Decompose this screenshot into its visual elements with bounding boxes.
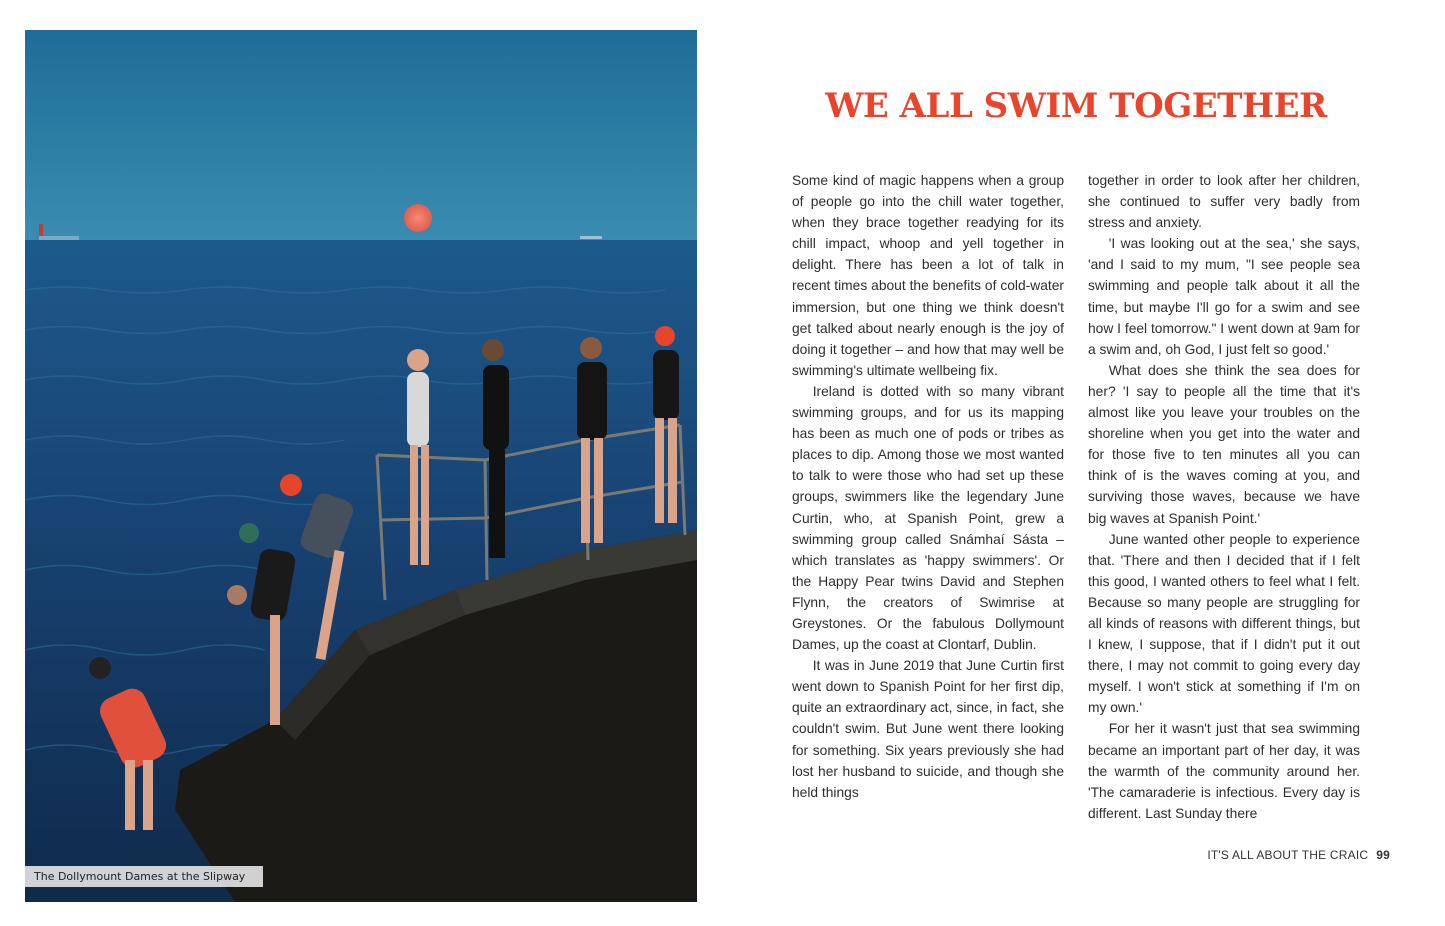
moon [404, 204, 432, 232]
paragraph: It was in June 2019 that June Curtin first went down to Spanish Point for her first dip, quite an extraordinary act, since, in fact, she couldn't swim. But June went there looking for something. Six years previously she had lost her husband to suicide, and though she held things [792, 658, 1064, 800]
article-photo [25, 30, 697, 902]
photo-caption: The Dollymount Dames at the Slipway [25, 866, 263, 887]
swimmers-photo [25, 30, 697, 902]
paragraph: Ireland is dotted with so many vibrant swimming groups, and for us its mapping has been as much one of pods or tribes as places to dip. Among those we most wanted to talk to were those who had set up these groups, swimmers like the legendary June Curtin, who, at Spanish Point, grew a swimming group called Snámhaí Sásta – which translates as 'happy swimmers'. Or the Happy Pear twins David and Stephen Flynn, the creators of Swimrise at Greystones. Or the fabulous Dollymount Dames, up the coast at Clontarf, Dublin. [792, 383, 1064, 653]
paragraph: 'I was looking out at the sea,' she says, 'and I said to my mum, "I see people sea swimming and people talk about it all the time, but maybe I'll go for a swim and see how I feel tomorrow." I went down at 9am for a swim and, oh God, I just felt so good.' [1088, 236, 1360, 357]
article-title: WE ALL SWIM TOGETHER [825, 86, 1327, 126]
paragraph: What does she think the sea does for her? 'I say to people all the time that it's almost like you leave your troubles on the shoreline when you get into the water and for those five to ten minutes all you can think of is the waves coming at you, and surviving those waves, because we have big waves at Spanish Point.' [1088, 362, 1360, 526]
running-head: IT'S ALL ABOUT THE CRAIC [1207, 848, 1369, 862]
paragraph: For her it wasn't just that sea swimming became an important part of her day, it was the warmth of the community around her. 'The camaraderie is infectious. Every day is different. Last Sunday there [1088, 721, 1360, 821]
text-column-left [792, 170, 1064, 803]
paragraph: June wanted other people to experience that. 'There and then I decided that if I felt this good, I wanted others to feel what I felt. Because so many people are struggling for all kinds of reasons with different things, but I knew, I suppose, that if I didn't put it out there, I may not commit to going every day myself. I won't stick at something if I'm on my own.' [1088, 531, 1360, 716]
paragraph: together in order to look after her children, she continued to suffer very badly from stress and anxiety. [1088, 173, 1360, 231]
page-number: 99 [1376, 848, 1390, 862]
paragraph: Some kind of magic happens when a group of people go into the chill water together, when they brace together readying for its chill impact, whoop and yell together in delight. There has been a lot of talk in recent times about the benefits of cold-water immersion, but one thing we think doesn't get talked about nearly enough is the joy of doing it together – and how that may well be swimming's ultimate wellbeing fix. [792, 173, 1064, 378]
page-footer [1207, 848, 1390, 862]
text-column-right [1088, 170, 1360, 824]
